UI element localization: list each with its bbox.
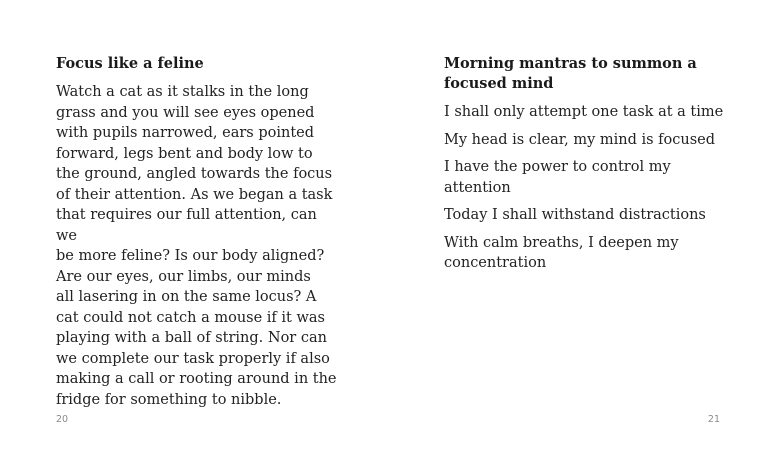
mantra-item: I have the power to control my attention xyxy=(444,159,671,196)
right-page-heading: Morning mantras to summon a focused mind xyxy=(444,55,697,92)
left-page-heading: Focus like a feline xyxy=(56,55,204,72)
mantra-list xyxy=(444,102,744,281)
left-page-paragraph: Watch a cat as it stalks in the long grass and you will see eyes opened with pupils narrowed, ears pointed forward, legs bent and body low to the ground, angled towards the focus of their attention. As we began a task that requires our full attention, can we be more feline? Is our body aligned? Are our eyes, our limbs, our minds all lasering in on the same locus? A cat could not catch a mouse if it was playing with a ball of string. Nor can we complete our task properly if also making a call or rooting around in the fridge for something to nibble. xyxy=(56,84,337,408)
mantra-item: I shall only attempt one task at a time xyxy=(444,104,724,120)
right-page xyxy=(388,0,776,469)
right-page-number: 21 xyxy=(707,414,720,425)
mantra-item: With calm breaths, I deepen my concentration xyxy=(444,234,679,271)
left-page-number: 20 xyxy=(56,414,69,425)
mantra-item: My head is clear, my mind is focused xyxy=(444,131,716,148)
mantra-item: Today I shall withstand distractions xyxy=(444,207,706,223)
